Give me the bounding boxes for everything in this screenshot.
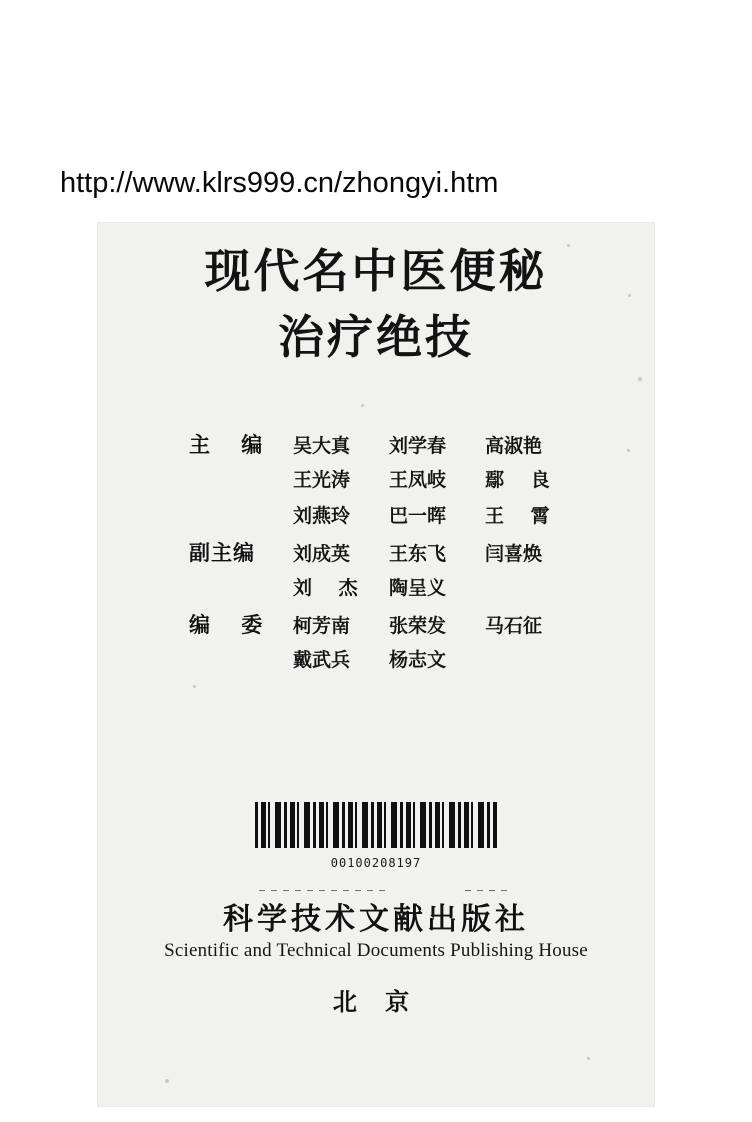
publisher-name-en: Scientific and Technical Documents Publishing House xyxy=(164,940,588,961)
credit-name: 戴武兵 xyxy=(293,649,351,671)
credit-name: 巴一晖 xyxy=(389,505,447,527)
cut-mark xyxy=(259,890,389,891)
scanned-page xyxy=(97,222,655,1107)
credit-name-group xyxy=(293,465,589,492)
publisher-name-cn: 科学技术文献出版社 xyxy=(223,902,529,937)
credit-name: 高淑艳 xyxy=(485,435,543,457)
credit-name: 杨志文 xyxy=(389,649,447,671)
credit-name-group xyxy=(293,573,589,600)
scan-speck xyxy=(165,1079,169,1083)
credit-row xyxy=(189,465,589,501)
book-title-line-2: 治疗绝技 xyxy=(278,310,474,364)
credit-name: 吴大真 xyxy=(293,435,351,457)
credit-role-label: 主 编 xyxy=(189,433,275,457)
credit-role-label: 副主编 xyxy=(189,541,255,565)
credit-name: 王凤岐 xyxy=(389,469,447,491)
credit-name: 闫喜焕 xyxy=(485,543,543,565)
credit-name xyxy=(485,645,581,672)
credit-row xyxy=(189,609,589,645)
credit-row xyxy=(189,645,589,681)
barcode-number: 00100208197 xyxy=(330,856,422,870)
credit-name: 王 霄 xyxy=(485,505,560,527)
credit-row xyxy=(189,537,589,573)
credit-name: 刘燕玲 xyxy=(293,505,351,527)
credit-name: 王东飞 xyxy=(389,543,447,565)
source-url-text: http://www.klrs999.cn/zhongyi.htm xyxy=(60,167,499,199)
credit-name: 王光涛 xyxy=(293,469,351,491)
credit-name: 刘学春 xyxy=(389,435,447,457)
credit-row xyxy=(189,501,589,537)
scan-speck xyxy=(587,1057,590,1060)
credit-name: 刘成英 xyxy=(293,543,351,565)
book-title-line-1: 现代名中医便秘 xyxy=(204,244,548,298)
credit-name: 鄢 良 xyxy=(485,469,560,491)
publisher-city: 北 京 xyxy=(332,987,420,1016)
credit-name: 刘 杰 xyxy=(293,577,368,599)
credit-row xyxy=(189,573,589,609)
barcode-icon xyxy=(255,802,497,848)
scan-speck xyxy=(638,377,642,381)
credit-name-group xyxy=(293,611,589,638)
credit-name: 陶呈义 xyxy=(389,577,447,599)
credit-name xyxy=(485,573,581,600)
credit-role-label: 编 委 xyxy=(189,613,275,637)
credits-block xyxy=(189,429,589,681)
scan-speck xyxy=(193,685,196,688)
credit-name: 马石征 xyxy=(485,615,543,637)
scan-speck xyxy=(361,404,364,407)
scan-speck xyxy=(627,449,630,452)
credit-name-group xyxy=(293,501,589,528)
credit-row xyxy=(189,429,589,465)
barcode-block xyxy=(97,802,655,870)
credit-name: 柯芳南 xyxy=(293,615,351,637)
book-title xyxy=(97,240,655,368)
credit-name-group xyxy=(293,431,589,458)
credit-name-group xyxy=(293,539,589,566)
credit-name: 张荣发 xyxy=(389,615,447,637)
cut-mark xyxy=(465,890,507,891)
credit-name-group xyxy=(293,645,589,672)
